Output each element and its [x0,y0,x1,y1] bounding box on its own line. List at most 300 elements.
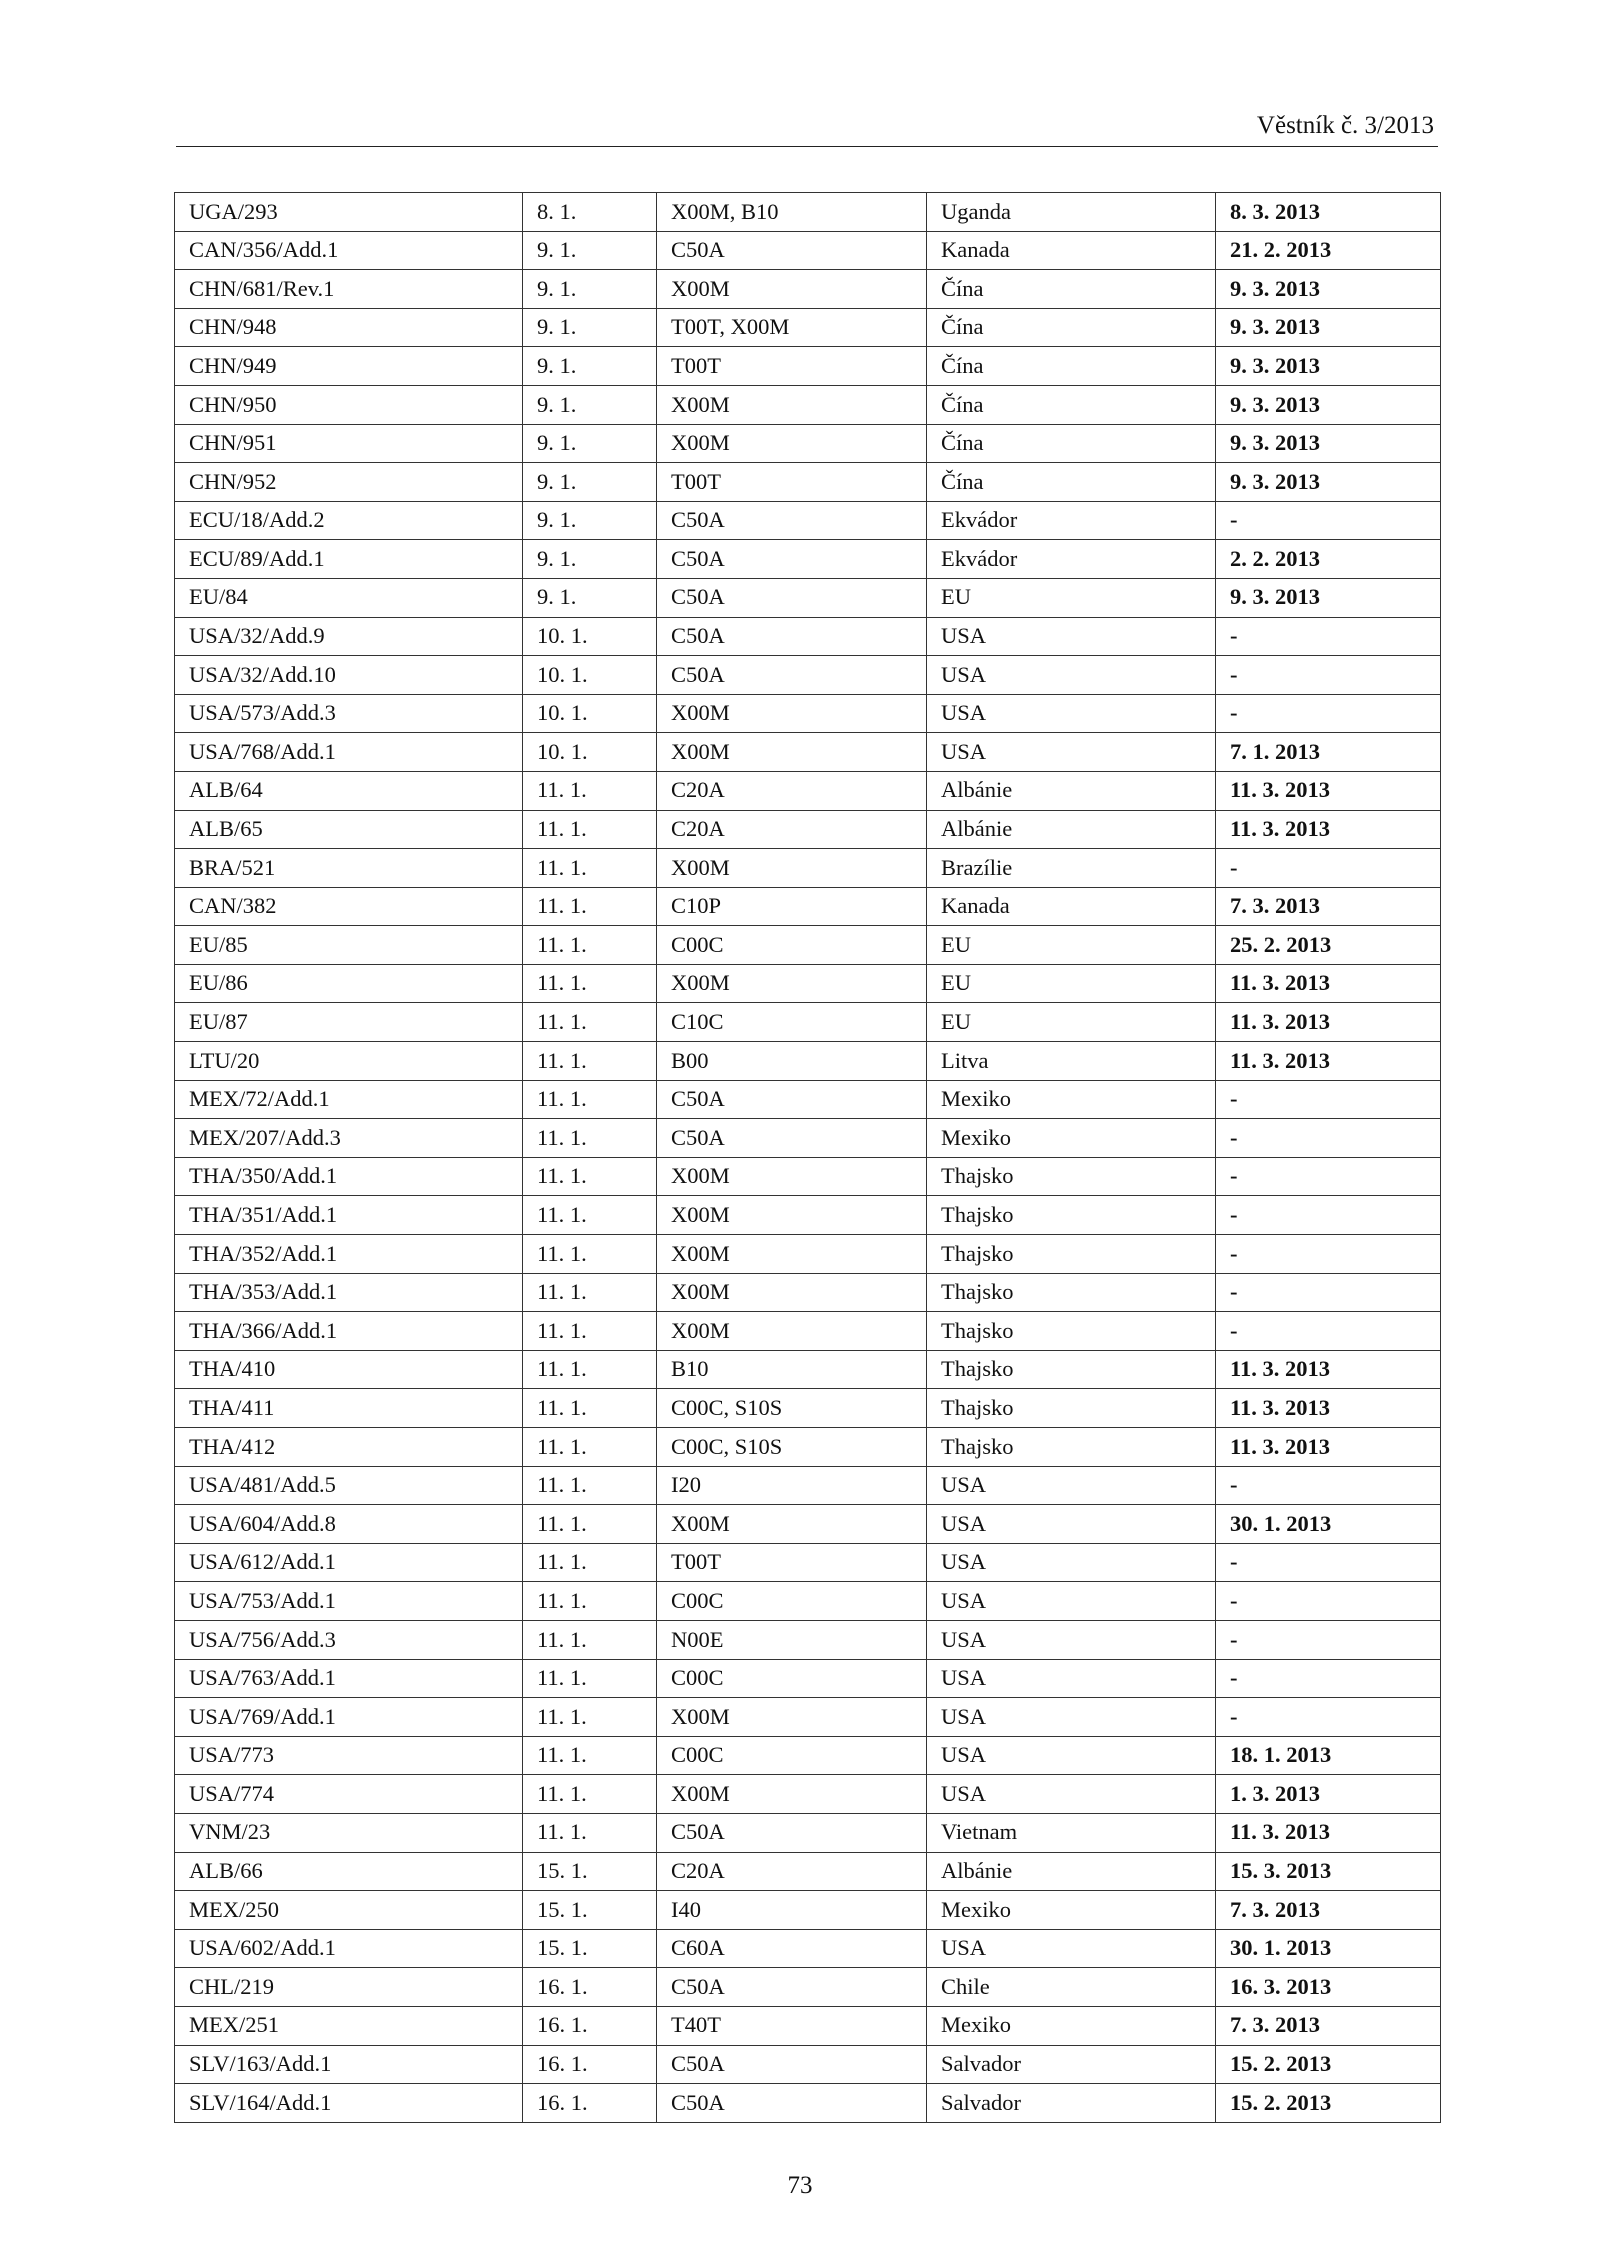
country-cell: USA [927,1775,1216,1814]
deadline-date-cell: 11. 3. 2013 [1216,1350,1441,1389]
product-code-cell: C50A [657,2084,927,2123]
country-cell: USA [927,1736,1216,1775]
notification-date-cell: 11. 1. [523,1505,657,1544]
product-code-cell: C00C [657,1659,927,1698]
notification-date-cell: 10. 1. [523,617,657,656]
notification-code-cell: USA/756/Add.3 [175,1620,523,1659]
table-row [175,1929,1441,1968]
notification-date-cell: 11. 1. [523,1157,657,1196]
table-row [175,463,1441,502]
country-cell: USA [927,617,1216,656]
notification-date-cell: 10. 1. [523,694,657,733]
notification-code-cell: ALB/64 [175,771,523,810]
notification-date-cell: 11. 1. [523,1775,657,1814]
product-code-cell: I20 [657,1466,927,1505]
notification-date-cell: 11. 1. [523,1582,657,1621]
table-row [175,733,1441,772]
product-code-cell: X00M [657,1775,927,1814]
country-cell: Albánie [927,1852,1216,1891]
product-code-cell: T00T [657,1543,927,1582]
notification-code-cell: ECU/18/Add.2 [175,501,523,540]
country-cell: Thajsko [927,1235,1216,1274]
deadline-date-cell: - [1216,617,1441,656]
product-code-cell: C10P [657,887,927,926]
country-cell: USA [927,1466,1216,1505]
table-row [175,617,1441,656]
notification-date-cell: 11. 1. [523,1196,657,1235]
deadline-date-cell: - [1216,1235,1441,1274]
product-code-cell: C10C [657,1003,927,1042]
notification-code-cell: USA/604/Add.8 [175,1505,523,1544]
notification-date-cell: 11. 1. [523,1698,657,1737]
country-cell: Mexiko [927,1119,1216,1158]
notification-code-cell: USA/612/Add.1 [175,1543,523,1582]
table-row [175,2045,1441,2084]
product-code-cell: C20A [657,1852,927,1891]
deadline-date-cell: 15. 2. 2013 [1216,2045,1441,2084]
notification-date-cell: 11. 1. [523,849,657,888]
table-row [175,1620,1441,1659]
deadline-date-cell: - [1216,1659,1441,1698]
table-row [175,1273,1441,1312]
notification-code-cell: ALB/66 [175,1852,523,1891]
table-row [175,1119,1441,1158]
deadline-date-cell: - [1216,849,1441,888]
deadline-date-cell: - [1216,656,1441,695]
country-cell: Salvador [927,2084,1216,2123]
table-row [175,1466,1441,1505]
product-code-cell: C50A [657,2045,927,2084]
notification-code-cell: USA/32/Add.10 [175,656,523,695]
notification-code-cell: CHN/681/Rev.1 [175,270,523,309]
table-body [175,193,1441,2123]
product-code-cell: T00T [657,463,927,502]
country-cell: Čína [927,463,1216,502]
deadline-date-cell: 7. 3. 2013 [1216,1891,1441,1930]
country-cell: Thajsko [927,1273,1216,1312]
deadline-date-cell: 11. 3. 2013 [1216,1003,1441,1042]
notification-date-cell: 11. 1. [523,1736,657,1775]
notification-code-cell: CHN/952 [175,463,523,502]
product-code-cell: N00E [657,1620,927,1659]
country-cell: Kanada [927,231,1216,270]
journal-title: Věstník č. 3/2013 [1256,112,1434,139]
notifications-table [174,192,1441,2123]
country-cell: Čína [927,424,1216,463]
country-cell: Mexiko [927,1891,1216,1930]
table-row [175,501,1441,540]
notification-code-cell: THA/352/Add.1 [175,1235,523,1274]
product-code-cell: X00M [657,964,927,1003]
country-cell: USA [927,1659,1216,1698]
product-code-cell: X00M [657,1505,927,1544]
notification-code-cell: MEX/250 [175,1891,523,1930]
notification-date-cell: 15. 1. [523,1929,657,1968]
country-cell: Mexiko [927,2006,1216,2045]
deadline-date-cell: 9. 3. 2013 [1216,270,1441,309]
deadline-date-cell: 21. 2. 2013 [1216,231,1441,270]
notification-date-cell: 11. 1. [523,810,657,849]
country-cell: USA [927,694,1216,733]
deadline-date-cell: 9. 3. 2013 [1216,424,1441,463]
notification-code-cell: EU/85 [175,926,523,965]
notification-date-cell: 11. 1. [523,926,657,965]
notification-date-cell: 11. 1. [523,1003,657,1042]
country-cell: USA [927,1543,1216,1582]
country-cell: USA [927,1929,1216,1968]
deadline-date-cell: 8. 3. 2013 [1216,193,1441,232]
table-row [175,1080,1441,1119]
deadline-date-cell: 1. 3. 2013 [1216,1775,1441,1814]
notification-code-cell: LTU/20 [175,1042,523,1081]
deadline-date-cell: 2. 2. 2013 [1216,540,1441,579]
table-row [175,1428,1441,1467]
country-cell: Vietnam [927,1813,1216,1852]
table-row [175,694,1441,733]
product-code-cell: X00M [657,385,927,424]
deadline-date-cell: 9. 3. 2013 [1216,385,1441,424]
notification-code-cell: USA/602/Add.1 [175,1929,523,1968]
notification-date-cell: 11. 1. [523,1466,657,1505]
table-row [175,1235,1441,1274]
country-cell: USA [927,1582,1216,1621]
country-cell: EU [927,964,1216,1003]
product-code-cell: C00C [657,1736,927,1775]
deadline-date-cell: - [1216,1543,1441,1582]
country-cell: Thajsko [927,1428,1216,1467]
product-code-cell: C00C, S10S [657,1389,927,1428]
table-row [175,926,1441,965]
notification-date-cell: 9. 1. [523,385,657,424]
deadline-date-cell: 11. 3. 2013 [1216,1042,1441,1081]
notification-code-cell: USA/32/Add.9 [175,617,523,656]
product-code-cell: C50A [657,1080,927,1119]
product-code-cell: T40T [657,2006,927,2045]
table-row [175,540,1441,579]
country-cell: EU [927,926,1216,965]
notification-date-cell: 9. 1. [523,231,657,270]
product-code-cell: X00M [657,270,927,309]
notification-code-cell: CAN/356/Add.1 [175,231,523,270]
table-row [175,1003,1441,1042]
table-row [175,1852,1441,1891]
notification-code-cell: CHN/948 [175,308,523,347]
product-code-cell: B00 [657,1042,927,1081]
deadline-date-cell: - [1216,1620,1441,1659]
deadline-date-cell: 11. 3. 2013 [1216,964,1441,1003]
table-row [175,578,1441,617]
notification-date-cell: 8. 1. [523,193,657,232]
table-row [175,1698,1441,1737]
notification-code-cell: THA/351/Add.1 [175,1196,523,1235]
country-cell: USA [927,733,1216,772]
product-code-cell: I40 [657,1891,927,1930]
notification-code-cell: USA/753/Add.1 [175,1582,523,1621]
country-cell: USA [927,656,1216,695]
deadline-date-cell: 15. 2. 2013 [1216,2084,1441,2123]
notification-date-cell: 9. 1. [523,540,657,579]
table-row [175,1505,1441,1544]
product-code-cell: X00M [657,1312,927,1351]
deadline-date-cell: 7. 3. 2013 [1216,887,1441,926]
deadline-date-cell: 16. 3. 2013 [1216,1968,1441,2007]
notification-date-cell: 10. 1. [523,733,657,772]
notification-code-cell: THA/353/Add.1 [175,1273,523,1312]
table-row [175,810,1441,849]
table-row [175,2084,1441,2123]
product-code-cell: C20A [657,771,927,810]
notification-date-cell: 16. 1. [523,2084,657,2123]
table-row [175,2006,1441,2045]
notification-date-cell: 11. 1. [523,1080,657,1119]
page-header [176,112,1438,147]
notification-date-cell: 10. 1. [523,656,657,695]
product-code-cell: C50A [657,1119,927,1158]
notification-code-cell: USA/769/Add.1 [175,1698,523,1737]
country-cell: Thajsko [927,1350,1216,1389]
deadline-date-cell: 9. 3. 2013 [1216,347,1441,386]
product-code-cell: T00T [657,347,927,386]
product-code-cell: X00M [657,849,927,888]
notification-code-cell: MEX/251 [175,2006,523,2045]
table-row [175,231,1441,270]
deadline-date-cell: - [1216,1698,1441,1737]
notification-code-cell: USA/481/Add.5 [175,1466,523,1505]
table-row [175,1196,1441,1235]
product-code-cell: C50A [657,656,927,695]
notification-date-cell: 11. 1. [523,1273,657,1312]
table-row [175,1582,1441,1621]
product-code-cell: X00M [657,1196,927,1235]
country-cell: Thajsko [927,1389,1216,1428]
table-row [175,1350,1441,1389]
table-row [175,656,1441,695]
deadline-date-cell: 18. 1. 2013 [1216,1736,1441,1775]
product-code-cell: X00M [657,694,927,733]
country-cell: Mexiko [927,1080,1216,1119]
notification-date-cell: 11. 1. [523,1389,657,1428]
deadline-date-cell: - [1216,694,1441,733]
country-cell: Čína [927,347,1216,386]
notification-date-cell: 15. 1. [523,1891,657,1930]
notification-date-cell: 15. 1. [523,1852,657,1891]
deadline-date-cell: - [1216,1466,1441,1505]
notification-code-cell: EU/86 [175,964,523,1003]
table-row [175,347,1441,386]
product-code-cell: C50A [657,578,927,617]
product-code-cell: X00M [657,1273,927,1312]
table-row [175,308,1441,347]
country-cell: Čína [927,308,1216,347]
notification-date-cell: 11. 1. [523,964,657,1003]
country-cell: EU [927,1003,1216,1042]
notification-date-cell: 11. 1. [523,1042,657,1081]
notification-code-cell: USA/774 [175,1775,523,1814]
notification-code-cell: USA/768/Add.1 [175,733,523,772]
deadline-date-cell: - [1216,1196,1441,1235]
notification-code-cell: ALB/65 [175,810,523,849]
notification-code-cell: ECU/89/Add.1 [175,540,523,579]
notification-code-cell: VNM/23 [175,1813,523,1852]
table-row [175,193,1441,232]
product-code-cell: X00M [657,424,927,463]
product-code-cell: C50A [657,501,927,540]
country-cell: Litva [927,1042,1216,1081]
deadline-date-cell: 30. 1. 2013 [1216,1505,1441,1544]
deadline-date-cell: 9. 3. 2013 [1216,578,1441,617]
notification-code-cell: SLV/163/Add.1 [175,2045,523,2084]
notification-date-cell: 11. 1. [523,1659,657,1698]
table-row [175,1042,1441,1081]
deadline-date-cell: 11. 3. 2013 [1216,1813,1441,1852]
product-code-cell: C50A [657,231,927,270]
notification-date-cell: 9. 1. [523,308,657,347]
product-code-cell: C50A [657,540,927,579]
deadline-date-cell: 11. 3. 2013 [1216,771,1441,810]
notification-code-cell: EU/87 [175,1003,523,1042]
notification-date-cell: 11. 1. [523,1119,657,1158]
table-row [175,385,1441,424]
table-row [175,964,1441,1003]
table-row [175,1968,1441,2007]
notification-code-cell: USA/763/Add.1 [175,1659,523,1698]
notification-date-cell: 9. 1. [523,424,657,463]
deadline-date-cell: 11. 3. 2013 [1216,1389,1441,1428]
notification-date-cell: 9. 1. [523,578,657,617]
notification-code-cell: CHL/219 [175,1968,523,2007]
table-row [175,1157,1441,1196]
product-code-cell: X00M [657,1235,927,1274]
table-row [175,1736,1441,1775]
notification-date-cell: 11. 1. [523,1312,657,1351]
notification-code-cell: THA/412 [175,1428,523,1467]
country-cell: Čína [927,385,1216,424]
deadline-date-cell: - [1216,1080,1441,1119]
deadline-date-cell: - [1216,1119,1441,1158]
product-code-cell: B10 [657,1350,927,1389]
product-code-cell: C20A [657,810,927,849]
table-row [175,1659,1441,1698]
product-code-cell: C00C [657,926,927,965]
table-row [175,270,1441,309]
country-cell: Albánie [927,771,1216,810]
product-code-cell: X00M, B10 [657,193,927,232]
deadline-date-cell: 9. 3. 2013 [1216,308,1441,347]
notification-date-cell: 9. 1. [523,501,657,540]
table-row [175,849,1441,888]
notification-date-cell: 16. 1. [523,2045,657,2084]
deadline-date-cell: - [1216,1273,1441,1312]
product-code-cell: X00M [657,1157,927,1196]
notification-code-cell: THA/411 [175,1389,523,1428]
country-cell: Uganda [927,193,1216,232]
product-code-cell: C50A [657,1968,927,2007]
table-row [175,771,1441,810]
table-row [175,1312,1441,1351]
deadline-date-cell: - [1216,1157,1441,1196]
notification-code-cell: SLV/164/Add.1 [175,2084,523,2123]
notification-date-cell: 11. 1. [523,1350,657,1389]
notification-date-cell: 16. 1. [523,2006,657,2045]
country-cell: Ekvádor [927,501,1216,540]
country-cell: USA [927,1620,1216,1659]
country-cell: Thajsko [927,1312,1216,1351]
notification-code-cell: BRA/521 [175,849,523,888]
notification-date-cell: 16. 1. [523,1968,657,2007]
notification-date-cell: 9. 1. [523,270,657,309]
notification-code-cell: THA/366/Add.1 [175,1312,523,1351]
notification-code-cell: EU/84 [175,578,523,617]
product-code-cell: C50A [657,617,927,656]
notification-code-cell: THA/350/Add.1 [175,1157,523,1196]
notification-code-cell: USA/573/Add.3 [175,694,523,733]
notification-date-cell: 11. 1. [523,1428,657,1467]
page-number: 73 [787,2172,813,2199]
table-row [175,1543,1441,1582]
notification-code-cell: CHN/951 [175,424,523,463]
notification-date-cell: 11. 1. [523,771,657,810]
deadline-date-cell: 7. 3. 2013 [1216,2006,1441,2045]
notification-code-cell: USA/773 [175,1736,523,1775]
notification-code-cell: THA/410 [175,1350,523,1389]
product-code-cell: C00C, S10S [657,1428,927,1467]
table-row [175,887,1441,926]
country-cell: Chile [927,1968,1216,2007]
country-cell: Albánie [927,810,1216,849]
notification-date-cell: 11. 1. [523,887,657,926]
table-row [175,424,1441,463]
notification-code-cell: MEX/72/Add.1 [175,1080,523,1119]
table-row [175,1813,1441,1852]
country-cell: Thajsko [927,1157,1216,1196]
table-row [175,1891,1441,1930]
deadline-date-cell: 9. 3. 2013 [1216,463,1441,502]
deadline-date-cell: - [1216,1312,1441,1351]
notification-date-cell: 9. 1. [523,347,657,386]
country-cell: Ekvádor [927,540,1216,579]
country-cell: USA [927,1698,1216,1737]
product-code-cell: C50A [657,1813,927,1852]
product-code-cell: X00M [657,733,927,772]
product-code-cell: X00M [657,1698,927,1737]
country-cell: USA [927,1505,1216,1544]
notification-date-cell: 11. 1. [523,1235,657,1274]
country-cell: Kanada [927,887,1216,926]
notification-date-cell: 11. 1. [523,1620,657,1659]
notification-code-cell: UGA/293 [175,193,523,232]
product-code-cell: T00T, X00M [657,308,927,347]
table-row [175,1389,1441,1428]
deadline-date-cell: 25. 2. 2013 [1216,926,1441,965]
deadline-date-cell: 30. 1. 2013 [1216,1929,1441,1968]
country-cell: Brazílie [927,849,1216,888]
notification-code-cell: MEX/207/Add.3 [175,1119,523,1158]
deadline-date-cell: 11. 3. 2013 [1216,1428,1441,1467]
deadline-date-cell: 11. 3. 2013 [1216,810,1441,849]
deadline-date-cell: - [1216,501,1441,540]
country-cell: Salvador [927,2045,1216,2084]
deadline-date-cell: - [1216,1582,1441,1621]
notification-date-cell: 11. 1. [523,1543,657,1582]
table-row [175,1775,1441,1814]
notification-date-cell: 11. 1. [523,1813,657,1852]
product-code-cell: C60A [657,1929,927,1968]
notification-code-cell: CHN/950 [175,385,523,424]
deadline-date-cell: 15. 3. 2013 [1216,1852,1441,1891]
notification-code-cell: CHN/949 [175,347,523,386]
product-code-cell: C00C [657,1582,927,1621]
deadline-date-cell: 7. 1. 2013 [1216,733,1441,772]
